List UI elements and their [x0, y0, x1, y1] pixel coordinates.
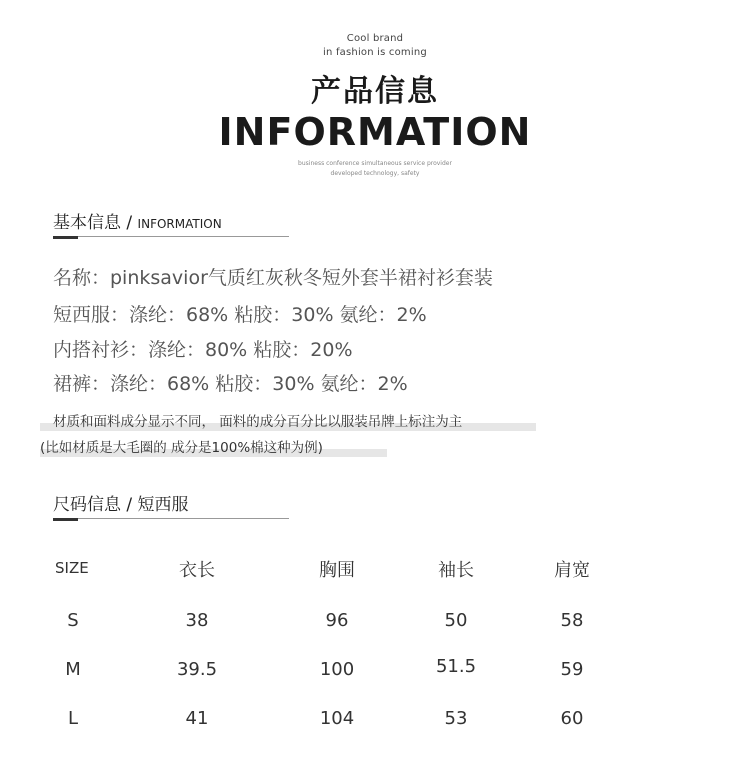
table-row-size: S — [67, 610, 79, 631]
jacket-material-line: 短西服：涤纶：68% 粘胶：30% 氨纶：2% — [53, 304, 427, 326]
table-cell-bust: 100 — [319, 659, 355, 680]
table-cell-length: 39.5 — [176, 659, 218, 680]
basic-info-heading-en: INFORMATION — [137, 217, 222, 231]
shirt-material-line: 内搭衬衫：涤纶：80% 粘胶：20% — [53, 339, 353, 361]
bust-column-header: 胸围 — [319, 560, 355, 581]
tagline-line-2: in fashion is coming — [323, 47, 427, 58]
small-text-line-1: business conference simultaneous service provider — [298, 160, 452, 167]
basic-info-divider-accent — [53, 236, 78, 239]
basic-info-heading — [53, 208, 222, 233]
table-cell-sleeve: 53 — [444, 708, 468, 729]
table-row-size: L — [67, 708, 79, 729]
page-title-cn: 产品信息 — [311, 74, 439, 109]
length-column-header: 衣长 — [179, 560, 215, 581]
size-info-divider-accent — [53, 518, 78, 521]
table-row-size: M — [65, 659, 81, 680]
size-info-divider — [53, 518, 289, 519]
shoulder-column-header: 肩宽 — [554, 560, 590, 581]
tagline-line-1: Cool brand — [346, 33, 404, 44]
page-title-en: INFORMATION — [218, 110, 532, 154]
table-cell-length: 41 — [185, 708, 209, 729]
table-cell-bust: 96 — [325, 610, 349, 631]
table-cell-shoulder: 59 — [560, 659, 584, 680]
table-cell-shoulder: 58 — [560, 610, 584, 631]
table-cell-shoulder: 60 — [560, 708, 584, 729]
table-cell-sleeve: 51.5 — [435, 656, 477, 677]
skirt-material-line: 裙裤：涤纶：68% 粘胶：30% 氨纶：2% — [53, 373, 408, 395]
product-name-line: 名称：pinksavior气质红灰秋冬短外套半裙衬衫套装 — [53, 267, 493, 289]
material-note-line-2: (比如材质是大毛圈的 成分是100%棉这种为例) — [40, 440, 323, 456]
size-column-header: SIZE — [55, 559, 89, 577]
small-text-line-2: developed technology, safety — [330, 170, 420, 177]
table-cell-length: 38 — [185, 610, 209, 631]
table-cell-bust: 104 — [319, 708, 355, 729]
basic-info-divider — [53, 236, 289, 237]
size-info-heading: 尺码信息 / 短西服 — [53, 495, 189, 515]
material-note-line-1: 材质和面料成分显示不同， 面料的成分百分比以服装吊牌上标注为主 — [53, 414, 463, 430]
sleeve-column-header: 袖长 — [438, 560, 474, 581]
table-cell-sleeve: 50 — [444, 610, 468, 631]
basic-info-heading-cn: 基本信息 / — [53, 213, 138, 233]
